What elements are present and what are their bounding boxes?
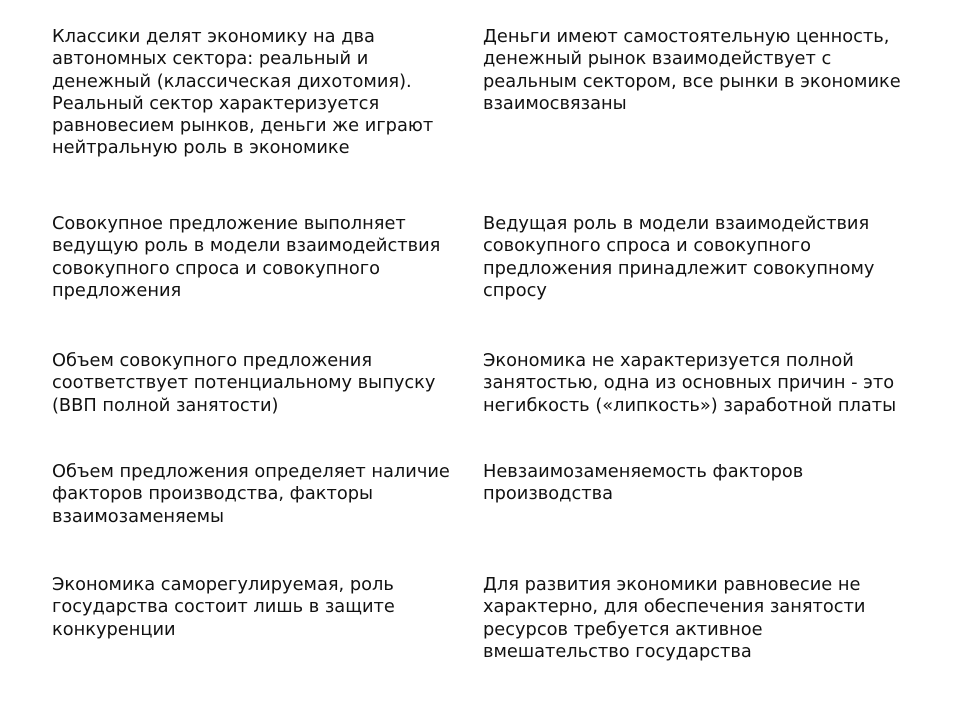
- keynesian-statement-4: Невзаимозаменяемость факторов производства: [483, 461, 804, 505]
- keynesian-statement-2: Ведущая роль в модели взаимодействия совокупного спроса и совокупного предложения принадлежит совокупному спросу: [483, 213, 875, 301]
- keynesian-statement-3: Экономика не характеризуется полной занятостью, одна из основных причин - это негибкость («липкость») заработной платы: [483, 350, 897, 416]
- keynesian-statement-5: Для развития экономики равновесие не характерно, для обеспечения занятости ресурсов требуется активное вмешательство государства: [483, 574, 866, 662]
- classical-statement-3: Объем совокупного предложения соответствует потенциальному выпуску (ВВП полной занятости): [52, 350, 436, 416]
- classical-statement-5: Экономика саморегулируемая, роль государства состоит лишь в защите конкуренции: [52, 574, 395, 640]
- classical-statement-1: Классики делят экономику на два автономных сектора: реальный и денежный (классическая дихотомия). Реальный сектор характеризуется равновесием рынков, деньги же играют нейтральную роль в экономике: [52, 26, 434, 159]
- classical-statement-4: Объем предложения определяет наличие факторов производства, факторы взаимозаменяемы: [52, 461, 450, 527]
- keynesian-statement-1: Деньги имеют самостоятельную ценность, денежный рынок взаимодействует с реальным сектором, все рынки в экономике взаимосвязаны: [483, 26, 901, 114]
- classical-statement-2: Совокупное предложение выполняет ведущую роль в модели взаимодействия совокупного спроса и совокупного предложения: [52, 213, 441, 301]
